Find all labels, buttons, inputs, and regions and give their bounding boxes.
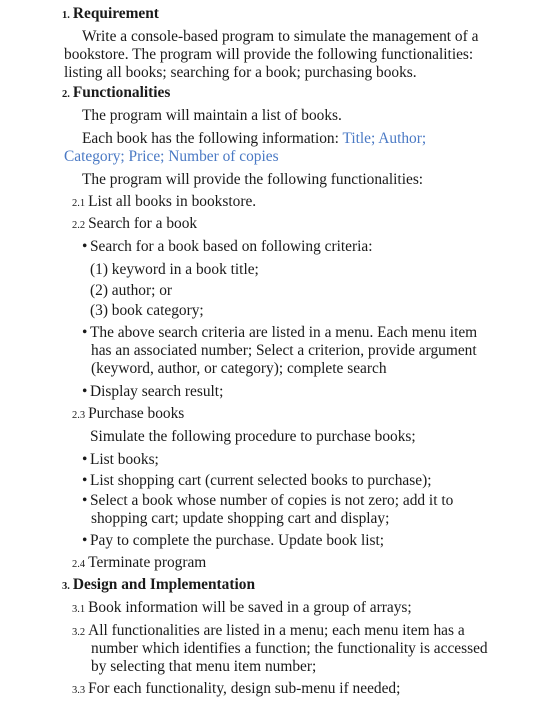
bullet-item xyxy=(82,472,431,491)
paragraph-line: Simulate the following procedure to purchase books; xyxy=(90,428,416,445)
subsection-text: Search for a book xyxy=(88,215,198,232)
text-span: Each book has the following information: xyxy=(82,130,343,147)
subsection-text: Terminate program xyxy=(88,554,207,571)
bullet-item xyxy=(82,383,223,402)
section-number: 1. xyxy=(62,10,70,21)
subsection-text: List all books in bookstore. xyxy=(88,193,257,210)
bullet-text: Select a book whose number of copies is not zero; add it to xyxy=(90,492,454,509)
bullet-icon: • xyxy=(82,324,88,341)
bullet-text: Display search result; xyxy=(90,383,224,400)
subsection-3-1 xyxy=(72,599,412,620)
section-2-heading xyxy=(62,84,170,105)
subsection-continuation: number which identifies a function; the functionality is accessed xyxy=(91,640,488,657)
heading-text: Functionalities xyxy=(72,84,171,101)
paragraph-line: listing all books; searching for a book; purchasing books. xyxy=(64,64,417,81)
bullet-icon: • xyxy=(82,532,88,549)
subsection-continuation: by selecting that menu item number; xyxy=(91,658,317,675)
subsection-2-1 xyxy=(72,193,256,214)
bullet-text: List books; xyxy=(90,451,159,468)
bullet-continuation: (keyword, author, or category); complete search xyxy=(91,360,387,377)
bullet-text: The above search criteria are listed in a menu. Each menu item xyxy=(90,324,478,341)
bullet-item xyxy=(82,492,453,511)
bullet-item xyxy=(82,451,159,470)
subsection-number: 3.3 xyxy=(72,685,86,696)
paragraph-line: The program will maintain a list of books. xyxy=(82,107,342,124)
paragraph-line: bookstore. The program will provide the following functionalities: xyxy=(64,46,474,63)
subsection-number: 2.4 xyxy=(72,559,86,570)
subsection-text: All functionalities are listed in a menu; each menu item has a xyxy=(88,622,465,639)
bullet-icon: • xyxy=(82,383,88,400)
subsection-2-2 xyxy=(72,215,197,236)
paragraph-line: The program will provide the following functionalities: xyxy=(82,171,424,188)
criteria-item: (3) book category; xyxy=(90,302,204,319)
section-3-heading xyxy=(62,576,255,597)
field-list-link: Category; Price; Number of copies xyxy=(64,148,279,165)
bullet-item xyxy=(82,324,477,343)
bullet-icon: • xyxy=(82,238,88,255)
bullet-text: Search for a book based on following criteria: xyxy=(90,238,373,255)
bullet-text: List shopping cart (current selected books to purchase); xyxy=(90,472,432,489)
paragraph-line: Write a console-based program to simulate the management of a xyxy=(82,28,479,45)
subsection-number: 2.1 xyxy=(72,198,86,209)
bullet-icon: • xyxy=(82,472,88,489)
paragraph-line xyxy=(82,130,426,149)
subsection-3-3 xyxy=(72,680,400,701)
subsection-text: For each functionality, design sub-menu if needed; xyxy=(88,680,401,697)
subsection-number: 2.2 xyxy=(72,220,86,231)
field-list-link: Title; Author; xyxy=(342,130,427,147)
bullet-text: Pay to complete the purchase. Update book list; xyxy=(90,532,385,549)
section-number: 3. xyxy=(62,581,70,592)
subsection-number: 3.2 xyxy=(72,627,86,638)
bullet-item xyxy=(82,532,384,551)
section-1-heading xyxy=(62,5,159,26)
bullet-item xyxy=(82,238,373,257)
bullet-continuation: shopping cart; update shopping cart and display; xyxy=(91,510,390,527)
heading-text: Requirement xyxy=(72,5,159,22)
subsection-number: 3.1 xyxy=(72,604,86,615)
bullet-icon: • xyxy=(82,492,88,509)
bullet-continuation: has an associated number; Select a criterion, provide argument xyxy=(91,342,477,359)
criteria-item: (1) keyword in a book title; xyxy=(90,261,259,278)
subsection-2-3 xyxy=(72,405,184,426)
bullet-icon: • xyxy=(82,451,88,468)
subsection-2-4 xyxy=(72,554,206,575)
section-number: 2. xyxy=(62,89,70,100)
criteria-item: (2) author; or xyxy=(90,282,173,299)
subsection-text: Purchase books xyxy=(88,405,185,422)
subsection-text: Book information will be saved in a group of arrays; xyxy=(88,599,412,616)
subsection-number: 2.3 xyxy=(72,410,86,421)
heading-text: Design and Implementation xyxy=(72,576,256,593)
